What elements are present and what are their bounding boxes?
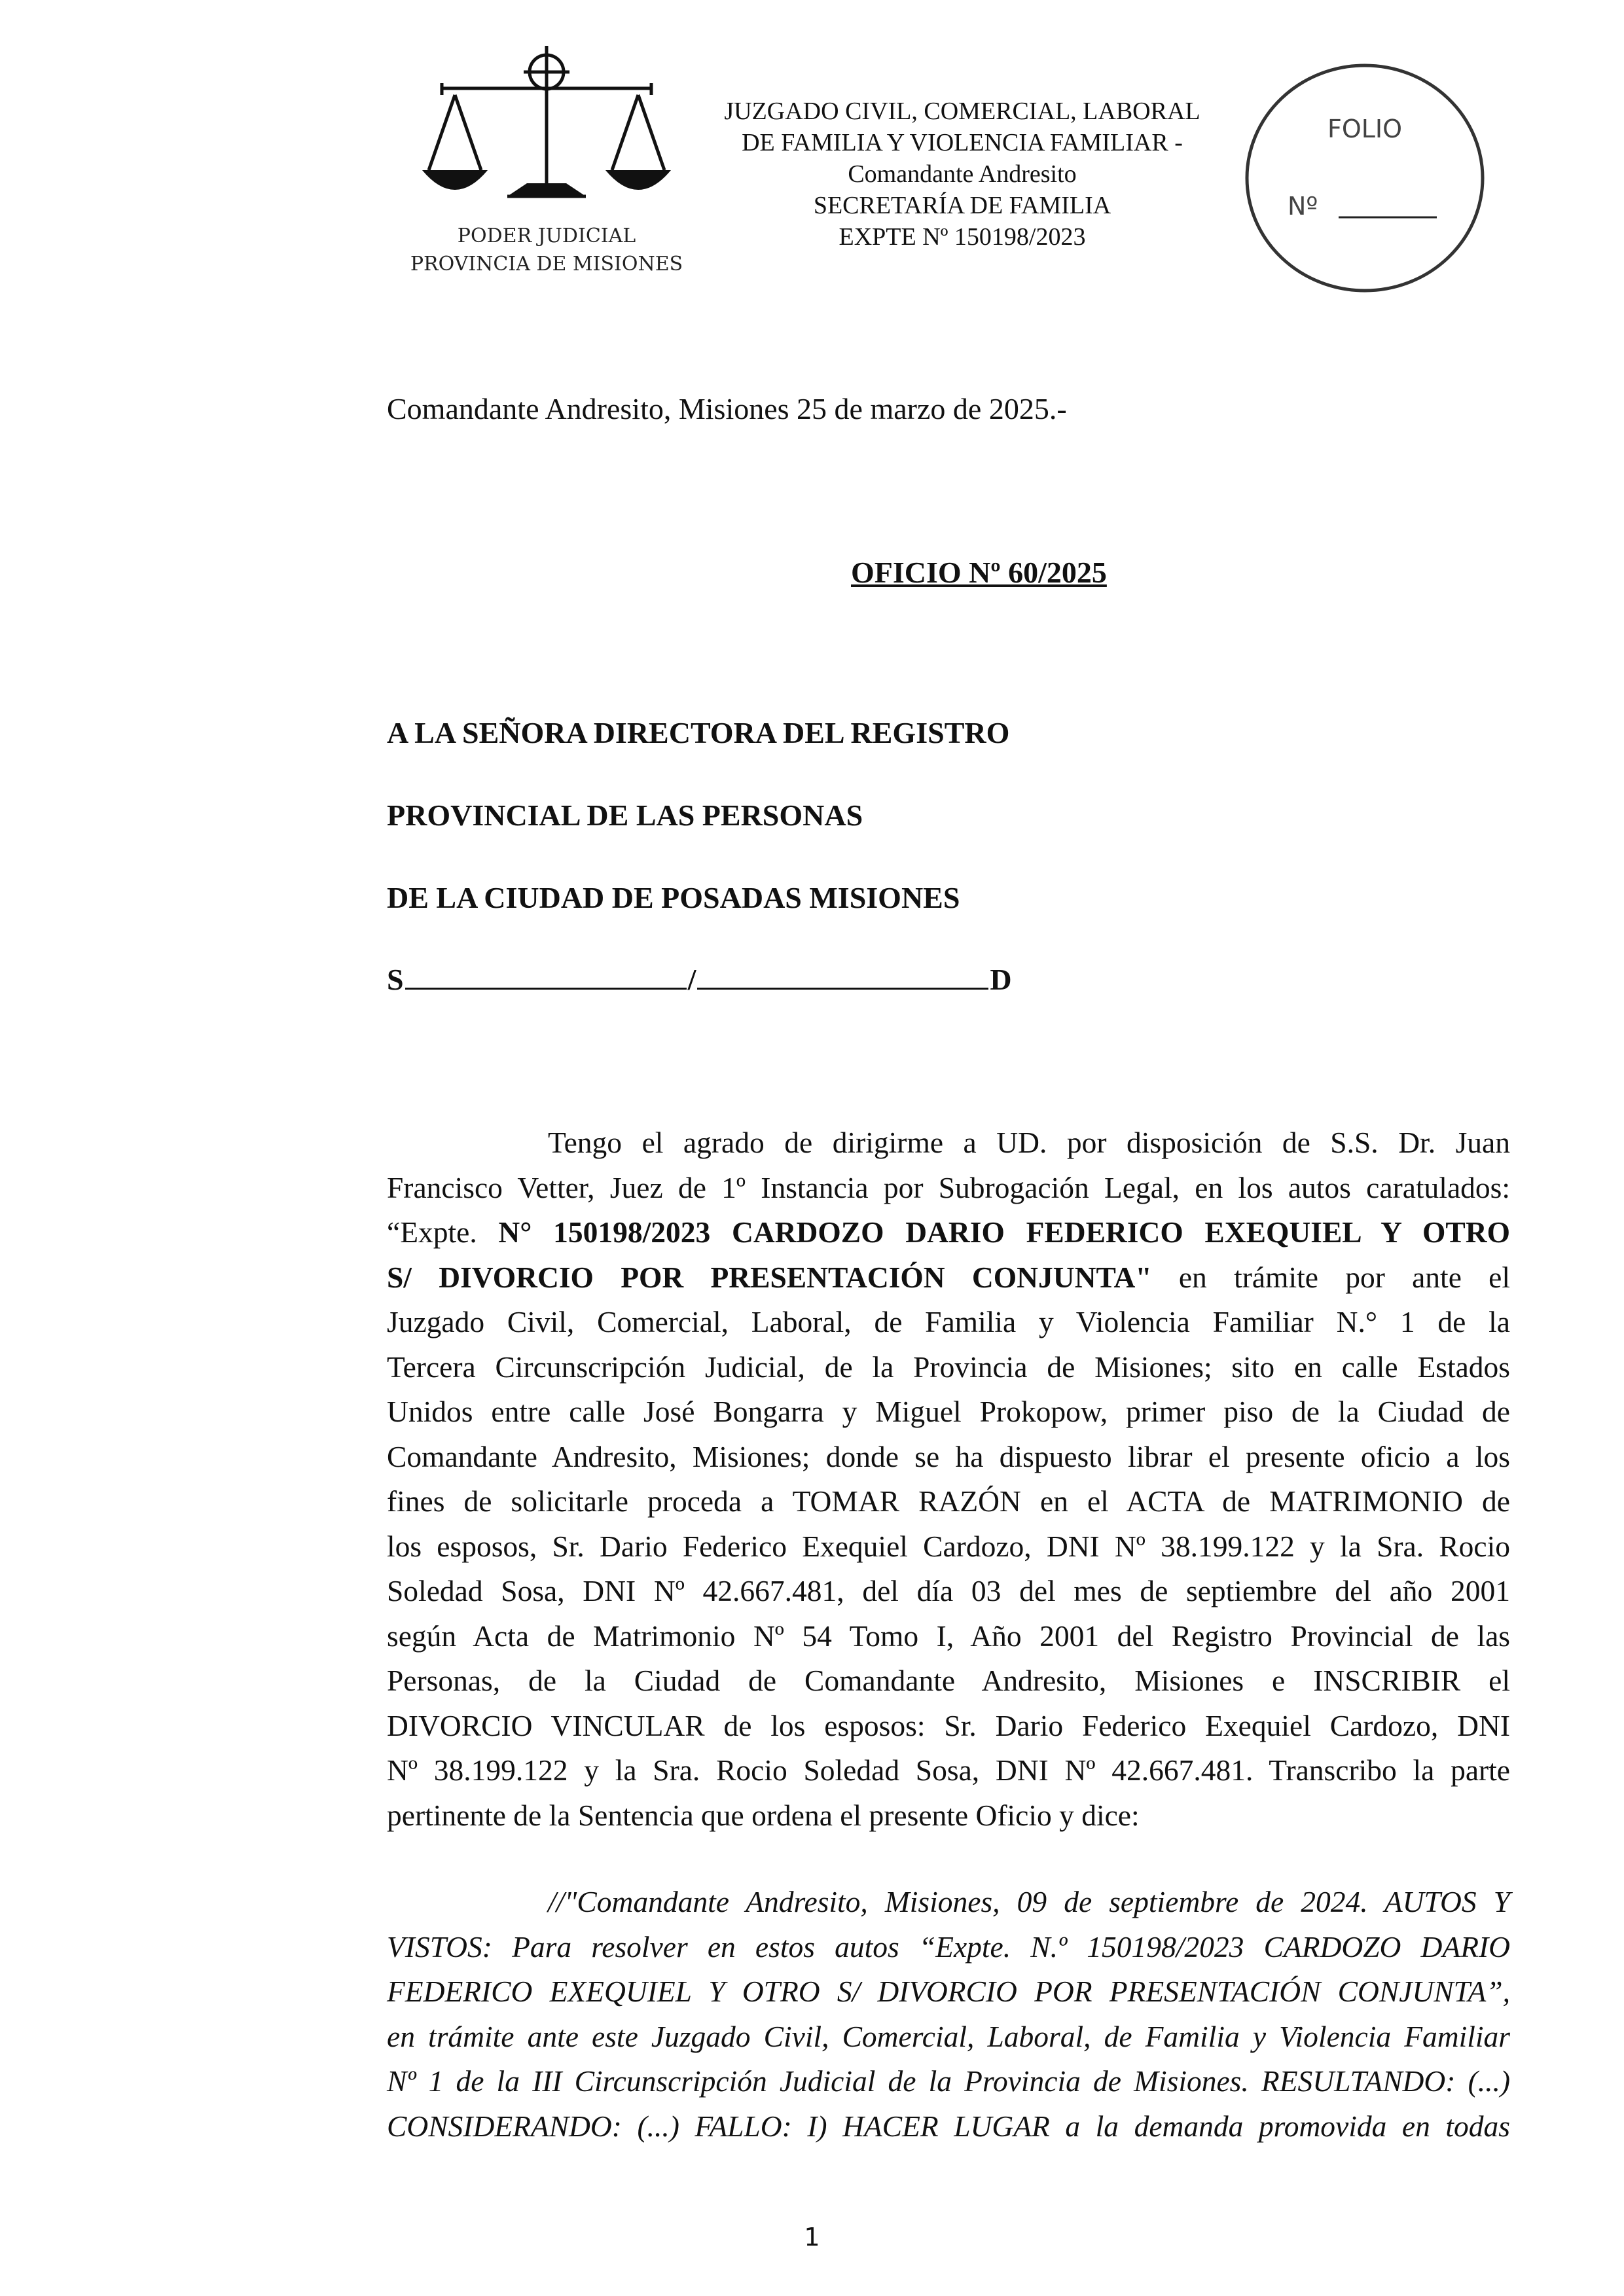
- court-header-line: Comandante Andresito: [848, 160, 1077, 188]
- quote-text: //"Comandante Andresito, Misiones, 09 de septiembre de 2024. AUTOS Y: [548, 1885, 1510, 1918]
- quote-line: FEDERICO EXEQUIEL Y OTRO S/ DIVORCIO POR PRESENTACIÓN CONJUNTA”,: [387, 1975, 1510, 2008]
- body-line: DIVORCIO VINCULAR de los esposos: Sr. Dario Federico Exequiel Cardozo, DNI: [387, 1708, 1510, 1742]
- oficio-title: OFICIO Nº 60/2025: [851, 556, 1107, 589]
- court-header: [681, 96, 1244, 253]
- body-line: Juzgado Civil, Comercial, Laboral, de Familia y Violencia Familiar N.° 1 de la: [387, 1305, 1510, 1338]
- body-line: Comandante Andresito, Misiones; donde se ha dispuesto librar el presente oficio a los: [387, 1439, 1510, 1473]
- folio-number-label: Nº: [1288, 192, 1318, 221]
- body-line: pertinente de la Sentencia que ordena el presente Oficio y dice:: [387, 1798, 1140, 1832]
- date-line: Comandante Andresito, Misiones 25 de marzo de 2025.-: [387, 392, 1067, 425]
- folio-stamp: [1240, 60, 1489, 296]
- body-line: los esposos, Sr. Dario Federico Exequiel Cardozo, DNI Nº 38.199.122 y la Sra. Rocio: [387, 1529, 1510, 1563]
- body-text: “Expte.: [387, 1215, 499, 1249]
- body-line: [387, 1210, 1510, 1255]
- body-text: en trámite por ante el: [1151, 1260, 1510, 1294]
- page-number: 1: [804, 2223, 820, 2251]
- body-line: [387, 1121, 1510, 1166]
- quote-line: en trámite ante este Juzgado Civil, Comercial, Laboral, de Familia y Violencia Familiar: [387, 2019, 1510, 2053]
- poder-judicial-logo: [393, 36, 700, 295]
- salutation-blank: [697, 963, 988, 990]
- quoted-sentence: [387, 1880, 1510, 2149]
- salutation-sd: [387, 962, 1012, 997]
- addressee-line: DE LA CIUDAD DE POSADAS MISIONES: [387, 881, 960, 914]
- court-header-line: JUZGADO CIVIL, COMERCIAL, LABORAL: [724, 98, 1200, 125]
- salutation-blank: [405, 963, 687, 990]
- body-line: fines de solicitarle proceda a TOMAR RAZÓN en el ACTA de MATRIMONIO de: [387, 1484, 1510, 1518]
- quote-line: [387, 1880, 1510, 1925]
- salutation-s: S: [387, 963, 404, 996]
- case-title-bold: S/ DIVORCIO POR PRESENTACIÓN CONJUNTA": [387, 1260, 1152, 1294]
- logo-text-line1: PODER JUDICIAL: [457, 224, 636, 247]
- case-title-bold: N° 150198/2023 CARDOZO DARIO FEDERICO EXEQUIEL Y OTRO: [498, 1215, 1510, 1249]
- body-line: Unidos entre calle José Bongarra y Miguel Prokopow, primer piso de la Ciudad de: [387, 1395, 1510, 1428]
- quote-line: VISTOS: Para resolver en estos autos “Expte. N.º 150198/2023 CARDOZO DARIO: [387, 1929, 1510, 1964]
- body-paragraph: [387, 1121, 1510, 1838]
- body-text: Tengo el agrado de dirigirme a UD. por disposición de S.S. Dr. Juan: [548, 1126, 1510, 1159]
- court-header-line: DE FAMILIA Y VIOLENCIA FAMILIAR -: [742, 129, 1183, 156]
- body-line: Soledad Sosa, DNI Nº 42.667.481, del día 03 del mes de septiembre del año 2001: [387, 1574, 1510, 1607]
- quote-line: CONSIDERANDO: (...) FALLO: I) HACER LUGAR a la demanda promovida en todas: [387, 2109, 1510, 2143]
- body-line: Francisco Vetter, Juez de 1º Instancia por Subrogación Legal, en los autos caratulados:: [387, 1170, 1510, 1204]
- court-header-line: SECRETARÍA DE FAMILIA: [813, 192, 1111, 219]
- addressee-line: A LA SEÑORA DIRECTORA DEL REGISTRO: [387, 716, 1010, 749]
- folio-label: FOLIO: [1327, 115, 1403, 143]
- addressee-line: PROVINCIAL DE LAS PERSONAS: [387, 798, 863, 832]
- body-line: [387, 1255, 1510, 1300]
- salutation-d: D: [990, 963, 1012, 996]
- body-line: Tercera Circunscripción Judicial, de la Provincia de Misiones; sito en calle Estados: [387, 1350, 1510, 1384]
- body-line: Nº 38.199.122 y la Sra. Rocio Soledad Sosa, DNI Nº 42.667.481. Transcribo la parte: [387, 1753, 1510, 1787]
- court-header-line: EXPTE Nº 150198/2023: [839, 223, 1086, 251]
- salutation-slash: /: [687, 963, 696, 996]
- body-line: Personas, de la Ciudad de Comandante Andresito, Misiones e INSCRIBIR el: [387, 1664, 1510, 1697]
- logo-text-line2: PROVINCIA DE MISIONES: [410, 253, 683, 276]
- quote-line: Nº 1 de la III Circunscripción Judicial de la Provincia de Misiones. RESULTANDO: (...): [387, 2064, 1510, 2098]
- body-line: según Acta de Matrimonio Nº 54 Tomo I, Año 2001 del Registro Provincial de las: [387, 1619, 1510, 1653]
